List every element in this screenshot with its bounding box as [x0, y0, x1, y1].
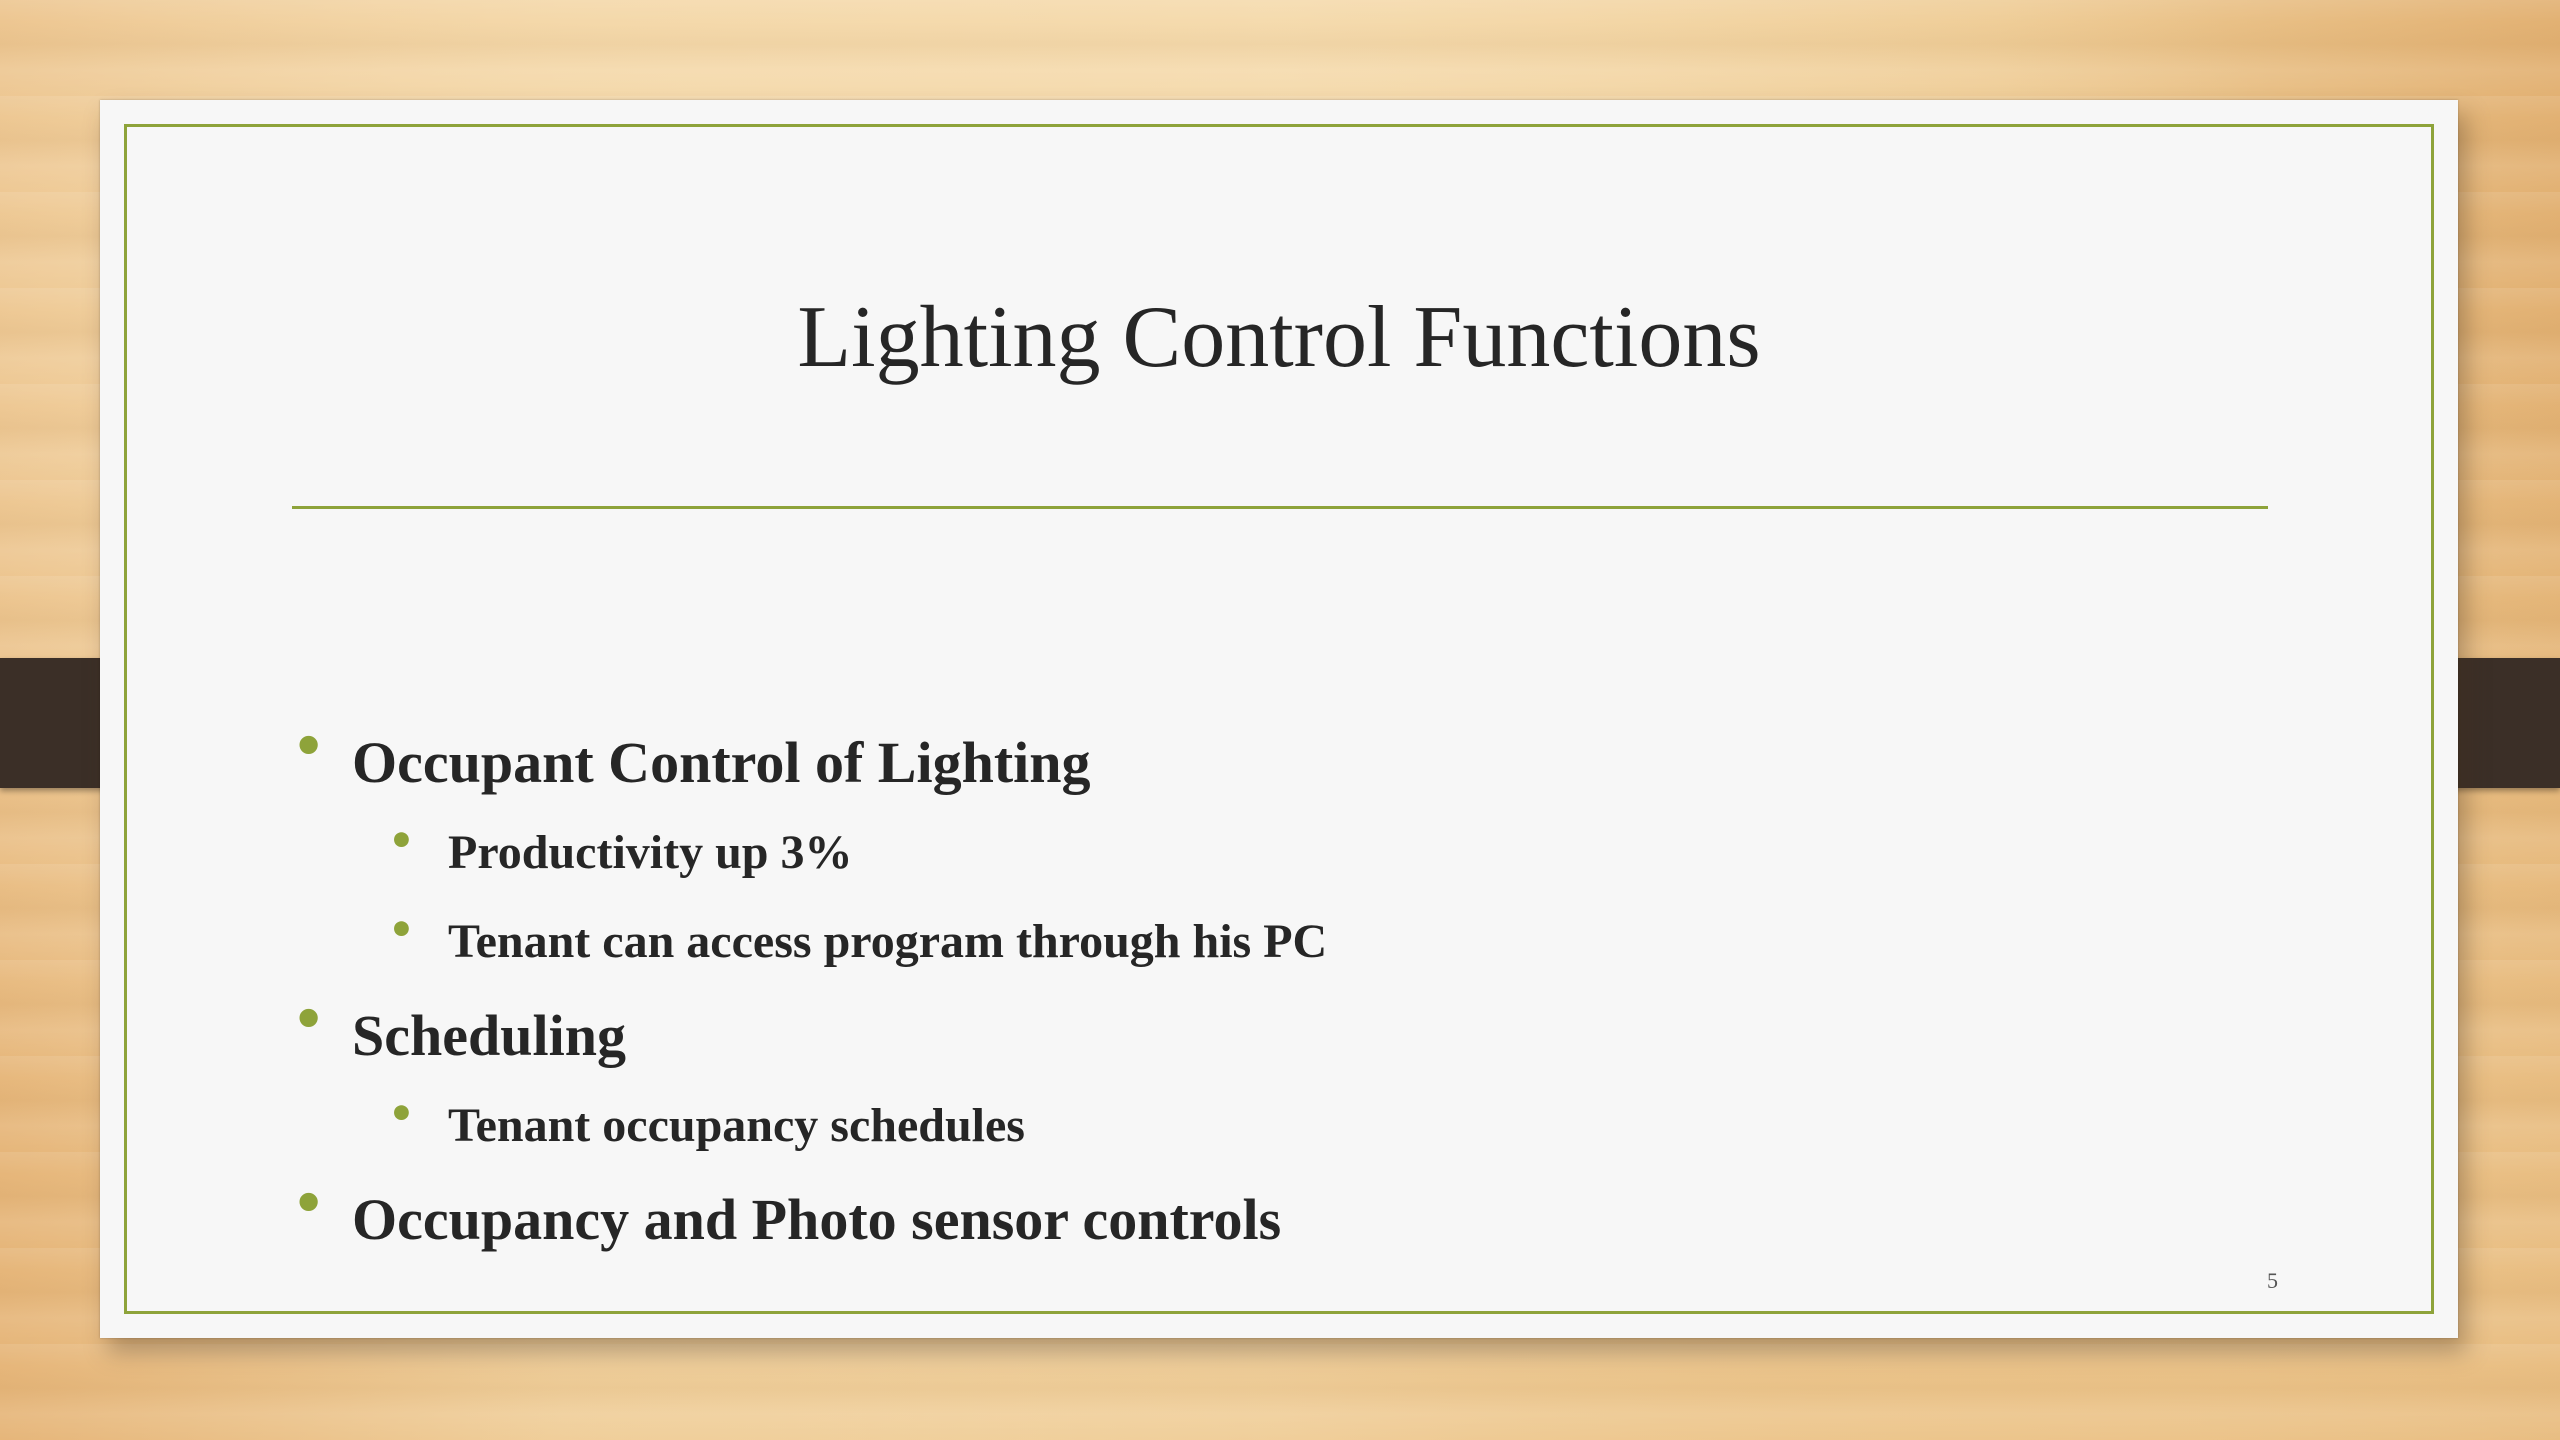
bullet-icon: • — [388, 904, 415, 954]
bullet-text: Occupant Control of Lighting — [352, 730, 1091, 795]
sub-bullet-item — [292, 1088, 1327, 1153]
bullet-icon: • — [292, 717, 326, 777]
bullet-text: Occupancy and Photo sensor controls — [352, 1186, 1282, 1252]
bullet-icon: • — [388, 815, 415, 865]
bullet-icon: • — [292, 990, 326, 1051]
slide-title: Lighting Control Functions — [797, 289, 1761, 386]
title-divider — [292, 506, 2268, 509]
page-number: 5 — [2267, 1268, 2278, 1293]
sub-bullet-item — [292, 815, 1327, 880]
bullet-item — [292, 1173, 1327, 1254]
slide — [100, 100, 2458, 1338]
bullet-icon: • — [388, 1088, 415, 1138]
bullet-list — [292, 717, 1328, 1282]
bullet-text: Tenant can access program through his PC — [448, 914, 1328, 968]
bullet-text: Tenant occupancy schedules — [448, 1098, 1025, 1152]
bullet-item — [292, 717, 1327, 797]
sub-bullet-item — [292, 904, 1328, 969]
bullet-text: Productivity up 3% — [448, 825, 853, 879]
bullet-item — [292, 990, 1327, 1070]
bullet-icon: • — [292, 1173, 326, 1234]
bullet-text: Scheduling — [352, 1003, 626, 1069]
